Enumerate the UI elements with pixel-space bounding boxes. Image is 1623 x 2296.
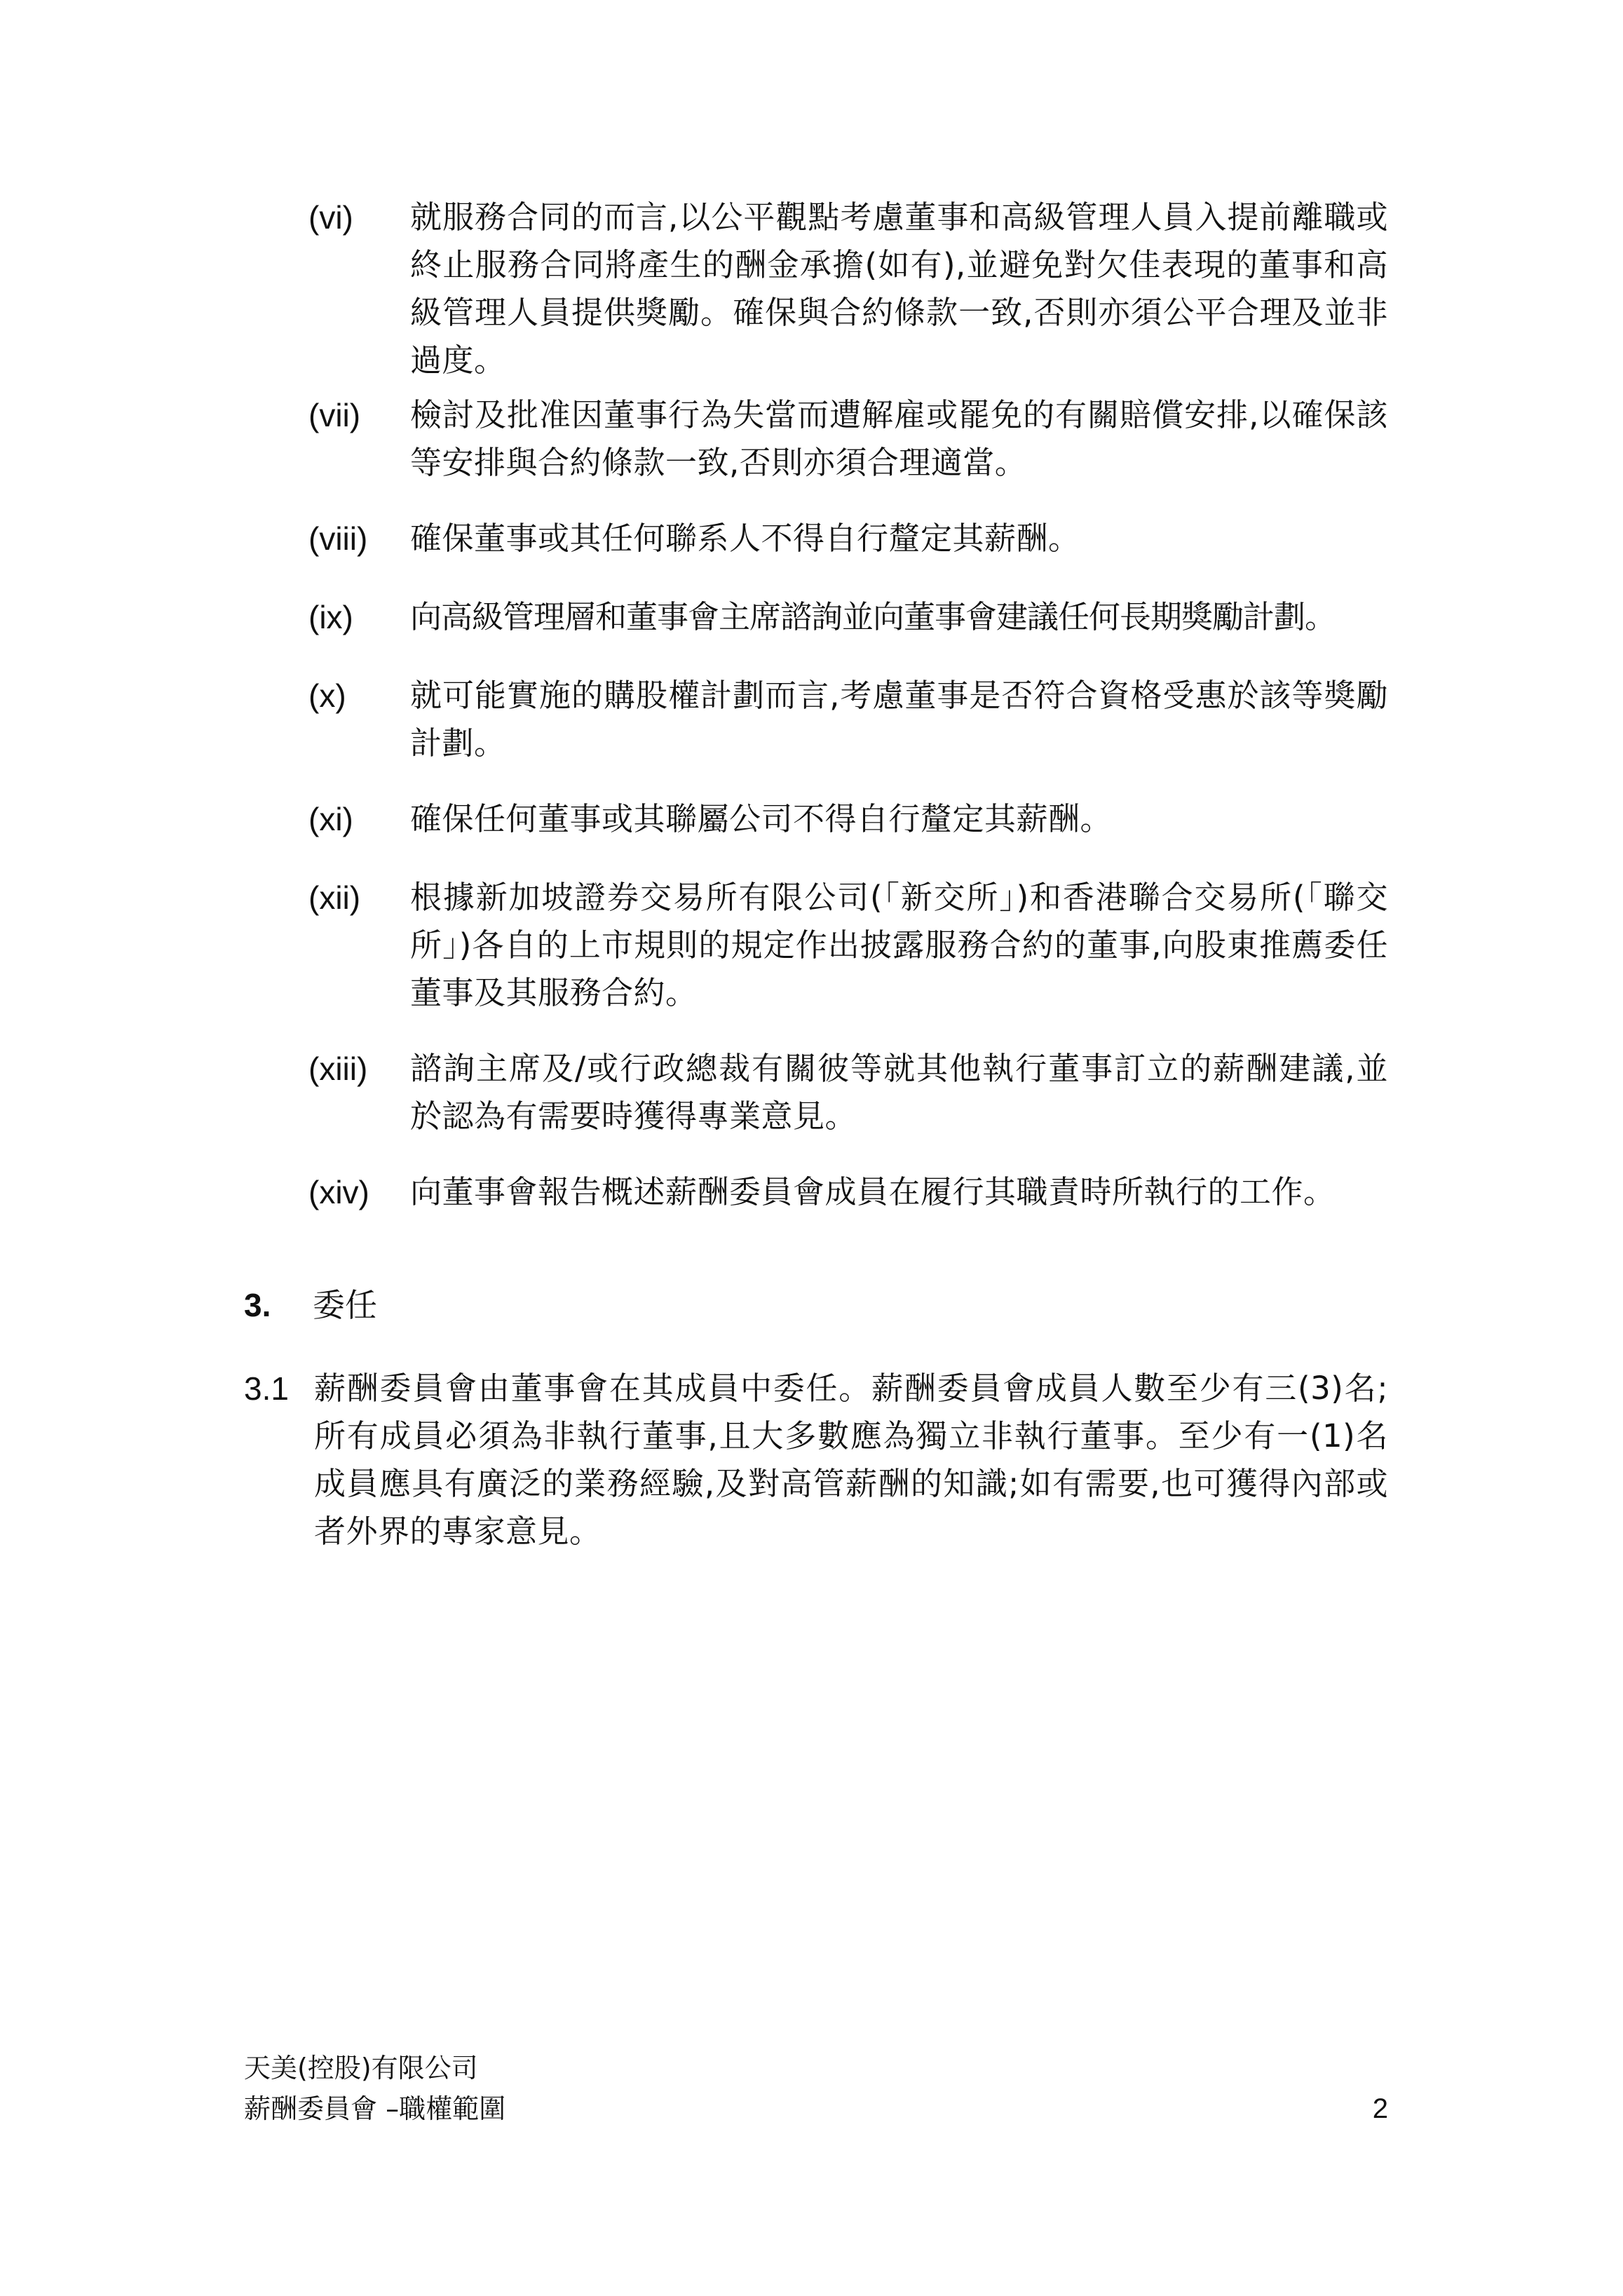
item-text: 就服務合同的而言,以公平觀點考慮董事和高級管理人員入提前離職或終止服務合同將產生的酬金承擔(如有),並避免對欠佳表現的董事和高級管理人員提供獎勵。確保與合約條款一致,否則亦須公平合理及並非過度。 bbox=[410, 198, 1388, 379]
item-text: 確保任何董事或其聯屬公司不得自行釐定其薪酬。 bbox=[410, 800, 1113, 837]
clause-text: 薪酬委員會由董事會在其成員中委任。薪酬委員會成員人數至少有三(3)名;所有成員必須為非執行董事,且大多數應為獨立非執行董事。至少有一(1)名成員應具有廣泛的業務經驗,及對高管薪酬的知識;如有需要,也可獲得內部或者外界的專家意見。 bbox=[314, 1370, 1388, 1550]
item-text: 就可能實施的購股權計劃而言,考慮董事是否符合資格受惠於該等獎勵計劃。 bbox=[410, 677, 1388, 762]
item-number: (viii) bbox=[308, 520, 368, 557]
item-text: 確保董事或其任何聯系人不得自行釐定其薪酬。 bbox=[410, 520, 1080, 557]
item-text: 諮詢主席及/或行政總裁有關彼等就其他執行董事訂立的薪酬建議,並於認為有需要時獲得專業意見。 bbox=[410, 1050, 1388, 1135]
section-title: 委任 bbox=[313, 1286, 377, 1324]
item-number: (xii) bbox=[308, 879, 361, 916]
footer-company: 天美(控股)有限公司 bbox=[244, 2053, 478, 2084]
item-number: (vi) bbox=[308, 199, 353, 236]
item-text: 向董事會報告概述薪酬委員會成員在履行其職責時所執行的工作。 bbox=[410, 1173, 1336, 1210]
clause-number: 3.1 bbox=[244, 1370, 289, 1407]
page-number: 2 bbox=[1372, 2093, 1388, 2124]
page-footer bbox=[244, 2048, 1388, 2129]
item-text: 檢討及批准因董事行為失當而遭解雇或罷免的有關賠償安排,以確保該等安排與合約條款一致,否則亦須合理適當。 bbox=[410, 396, 1388, 481]
section-heading bbox=[244, 1281, 875, 1330]
item-number: (x) bbox=[308, 677, 346, 714]
item-text: 向高級管理層和董事會主席諮詢並向董事會建議任何長期獎勵計劃。 bbox=[410, 598, 1336, 635]
section-number: 3. bbox=[244, 1287, 271, 1323]
item-text: 根據新加坡證券交易所有限公司(「新交所」)和香港聯合交易所(「聯交所」)各自的上市規則的規定作出披露服務合約的董事,向股東推薦委任董事及其服務合約。 bbox=[410, 879, 1388, 1011]
footer-document-title: 薪酬委員會 –職權範圍 bbox=[244, 2093, 506, 2124]
item-number: (xiv) bbox=[308, 1174, 369, 1210]
item-number: (vii) bbox=[308, 397, 361, 433]
item-number: (ix) bbox=[308, 599, 353, 635]
item-number: (xi) bbox=[308, 801, 353, 837]
item-number: (xiii) bbox=[308, 1051, 368, 1087]
